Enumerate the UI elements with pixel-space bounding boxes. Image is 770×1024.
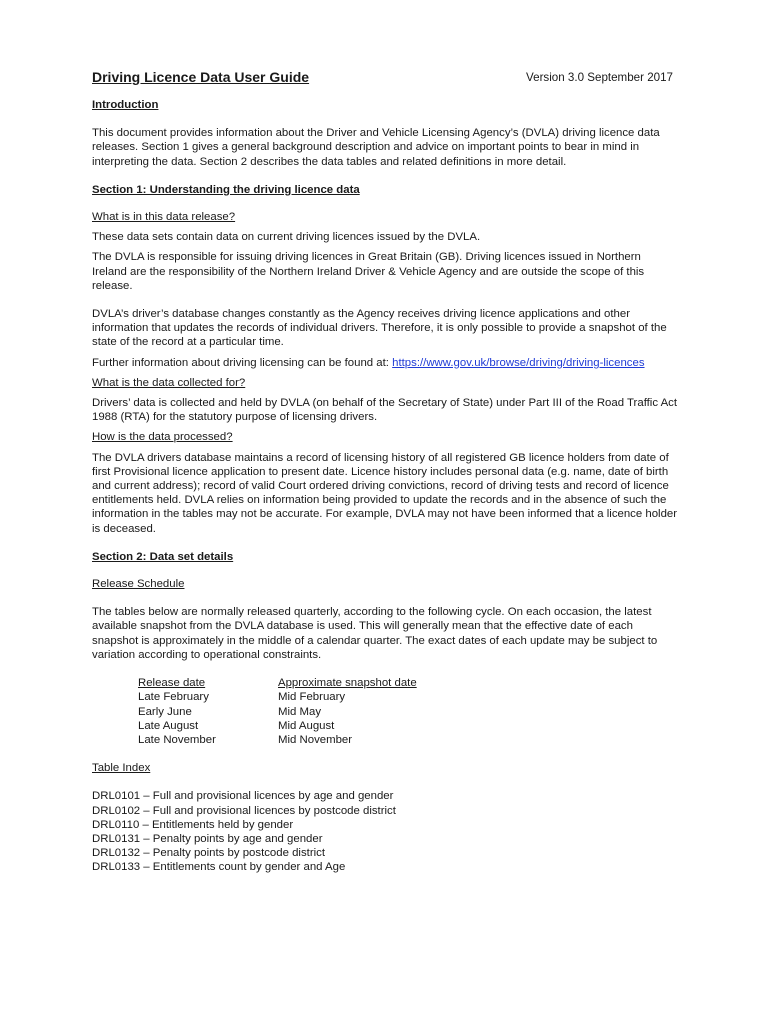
snapshot-date-cell: Mid May	[278, 705, 322, 718]
snapshot-date-cell: Mid August	[278, 719, 335, 732]
version-label: Version 3.0 September 2017	[526, 71, 673, 84]
driving-licences-link[interactable]: https://www.gov.uk/browse/driving/driving-licences	[392, 356, 645, 369]
table-row	[138, 705, 417, 719]
table-header-row	[138, 676, 417, 690]
list-item: DRL0133 – Entitlements count by gender and Age	[92, 861, 346, 874]
list-item: DRL0132 – Penalty points by postcode district	[92, 847, 326, 860]
list-item: DRL0110 – Entitlements held by gender	[92, 818, 294, 831]
list-item: DRL0101 – Full and provisional licences by age and gender	[92, 790, 394, 803]
snapshot-date-cell: Mid February	[278, 691, 346, 704]
release-date-cell: Late November	[138, 733, 216, 746]
release-schedule-table	[138, 676, 417, 747]
column-header-snapshot-date: Approximate snapshot date	[278, 677, 417, 690]
further-info-text: Further information about driving licensing can be found at:	[92, 356, 393, 369]
release-date-cell: Early June	[138, 705, 192, 718]
snapshot-date-cell: Mid November	[278, 733, 353, 746]
section1-paragraph-3: DVLA’s driver’s database changes constantly as the Agency receives driving licence applications and other information that updates the records of individual drivers. Therefore, it is only possible to provide a snapshot of the state of the record at a particular time.	[92, 308, 667, 349]
document-title: Driving Licence Data User Guide	[92, 69, 310, 85]
document-content	[92, 68, 678, 875]
introduction-paragraph: This document provides information about the Driver and Vehicle Licensing Agency’s (DVLA) driving licence data releases. Section 1 gives a general background description and advice on important points to bear in mind in interpreting the data. Section 2 describes the data tables and related definitions in more detail.	[92, 127, 660, 168]
release-schedule-heading: Release Schedule	[92, 578, 185, 591]
question-data-processed: How is the data processed?	[92, 431, 233, 444]
list-item: DRL0131 – Penalty points by age and gender	[92, 832, 323, 845]
section1-paragraph-2: The DVLA is responsible for issuing driving licences in Great Britain (GB). Driving licences issued in Northern Ireland are the responsibility of the Northern Ireland Driver & Vehicle Agency and are outside the scope of this release.	[92, 251, 645, 292]
section1-paragraph-5: Drivers’ data is collected and held by DVLA (on behalf of the Secretary of State) under Part III of the Road Traffic Act 1988 (RTA) for the statutory purpose of licensing drivers.	[92, 397, 678, 424]
table-index-heading: Table Index	[92, 762, 151, 775]
table-row	[138, 733, 417, 747]
question-data-collected: What is the data collected for?	[92, 376, 246, 389]
section1-paragraph-1: These data sets contain data on current driving licences issued by the DVLA.	[92, 231, 481, 244]
title-row	[92, 68, 678, 88]
release-schedule-paragraph: The tables below are normally released quarterly, according to the following cycle. On each occasion, the latest available snapshot from the DVLA database is used. This will generally mean that the effective date of each snapshot is approximately in the middle of a calendar quarter. The exact dates of each update may be subject to variation according to operational constraints.	[92, 606, 658, 661]
table-index-list	[92, 789, 678, 874]
section1-heading: Section 1: Understanding the driving licence data	[92, 183, 360, 196]
release-date-cell: Late August	[138, 719, 199, 732]
section2-heading: Section 2: Data set details	[92, 550, 234, 563]
column-header-release-date: Release date	[138, 677, 206, 690]
list-item: DRL0102 – Full and provisional licences by postcode district	[92, 804, 396, 817]
introduction-heading: Introduction	[92, 99, 159, 111]
section1-paragraph-4	[92, 356, 678, 370]
table-row	[138, 690, 417, 704]
release-date-cell: Late February	[138, 691, 209, 704]
table-row	[138, 719, 417, 733]
question-data-release: What is in this data release?	[92, 211, 236, 224]
section1-paragraph-6: The DVLA drivers database maintains a record of licensing history of all registered GB licence holders from date of first Provisional licence application to present date. Licence history includes personal data (e.g. name, date of birth and current address); record of valid Court ordered driving convictions, record of driving tests and record of licence entitlements held. DVLA relies on information being provided to update the records and in the absence of such the information in the tables may not be accurate. For example, DVLA may not have been informed that a licence holder is deceased.	[92, 451, 678, 535]
